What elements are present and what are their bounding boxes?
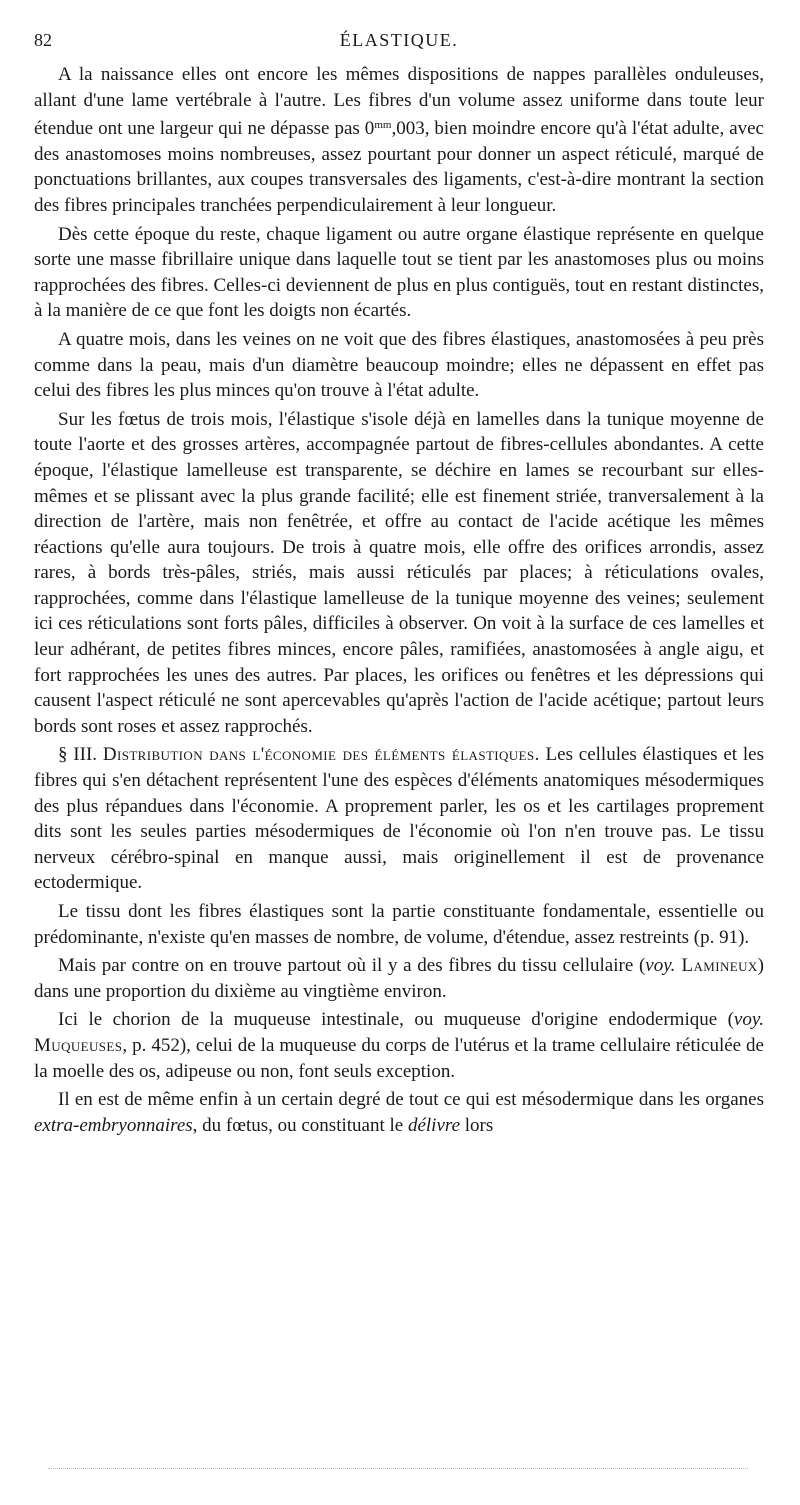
- paragraph-2: Dès cette époque du reste, chaque ligament ou autre organe élastique représente en quelque sorte une masse fibrillaire unique dans laquelle tout se tient par les anastomoses plus ou moins rapprochées des fibres. Celles-ci deviennent de plus en plus contiguës, tout en restant distinctes, à la manière de ce que font les doigts non écartés.: [34, 223, 764, 322]
- running-title: ÉLASTIQUE.: [339, 30, 459, 50]
- body-text: [34, 62, 764, 1138]
- paragraph-5-section: § III. Distribution dans l'économie des éléments élastiques. Les cellules élastiques et les fibres qui s'en détachent représentent l'une des espèces d'éléments anatomiques mésodermiques des plus répandues dans l'économie. A proprement parler, les os et les cartilages proprement dits sont les seules parties mésodermiques de l'économie où l'on n'en trouve pas. Le tissu nerveux cérébro-spinal en manque aussi, mais originellement il est de provenance ectodermique.: [34, 744, 764, 894]
- footer-dotted-rule: [48, 1468, 748, 1469]
- paragraph-6: Le tissu dont les fibres élastiques sont la partie constituante fondamentale, essentielle ou prédominante, n'existe qu'en masses de nombre, de volume, d'étendue, assez restreints (p. 91).: [34, 901, 764, 948]
- cross-reference: Muqueuses: [34, 1034, 123, 1056]
- paragraph-4: Sur les fœtus de trois mois, l'élastique s'isole déjà en lamelles dans la tunique moyenne de toute l'aorte et des grosses artères, accompagnée partout de fibres-cellules abondantes. A cette époque, l'élastique lamelleuse est transparente, se déchire en lames se recourbant sur elles-mêmes et se plissant avec la plus grande facilité; elle est finement striée, tranversalement à la direction de l'artère, mais non fenêtrée, et offre au contact de l'acide acétique les mêmes réactions qu'elle aura toujours. De trois à quatre mois, elle offre des orifices arrondis, assez rares, à bords très-pâles, striés, mais aussi réticulés par places; à réticulations ovales, rapprochées, comme dans l'élastique lamelleuse de la tunique moyenne des veines; seulement ici ces réticulations sont forts pâles, difficiles à observer. On voit à la surface de ces lamelles et leur adhérant, de petites fibres minces, encore pâles, ramifiées, anastomosées à angle aigu, et fort rapprochées les unes des autres. Par places, les orifices ou fenêtres et les dépressions qui causent l'aspect réticulé ne sont apercevables qu'après l'action de l'acide acétique; partout leurs bords sont roses et assez rapprochés.: [34, 408, 764, 737]
- document-page: [34, 28, 764, 1141]
- page-number: 82: [34, 30, 52, 50]
- page-header: [34, 28, 764, 62]
- unit-superscript: mm: [374, 119, 392, 132]
- paragraph-8: Ici le chorion de la muqueuse intestinale, ou muqueuse d'origine endodermique (voy. Muqueuses, p. 452), celui de la muqueuse du corps de l'utérus et la trame cellulaire réticulée de la moelle des os, adipeuse ou non, font seuls exception.: [34, 1009, 764, 1082]
- paragraph-1: A la naissance elles ont encore les mêmes dispositions de nappes parallèles onduleuses, allant d'une lame vertébrale à l'autre. Les fibres d'un volume assez uniforme dans toute leur étendue ont une largeur qui ne dépasse pas $0^{mm},003$, bien moindre encore qu'à l'état adulte, avec des anastomoses moins nombreuses, assez pourtant pour donner un aspect réticulé, marqué de ponctuations brillantes, aux coupes transversales des ligaments, c'est-à-dire montrant la section des fibres principales tranchées perpendiculairement à leur longueur.: [34, 64, 764, 216]
- paragraph-7: Mais par contre on en trouve partout où il y a des fibres du tissu cellulaire (voy. Lamineux) dans une proportion du dixième au vingtième environ.: [34, 955, 764, 1002]
- section-number: § III.: [58, 744, 103, 766]
- paragraph-9: Il en est de même enfin à un certain degré de tout ce qui est mésodermique dans les organes extra-embryonnaires, du fœtus, ou constituant le délivre lors: [34, 1089, 764, 1136]
- section-heading: Distribution dans l'économie des éléments élastiques.: [102, 744, 540, 766]
- cross-reference: Lamineux: [675, 955, 758, 977]
- paragraph-3: A quatre mois, dans les veines on ne voit que des fibres élastiques, anastomosées à peu près comme dans la peau, mais d'un diamètre beaucoup moindre; elles ne dépassent en effet pas celui des fibres les plus minces qu'on trouve à l'état adulte.: [34, 328, 764, 402]
